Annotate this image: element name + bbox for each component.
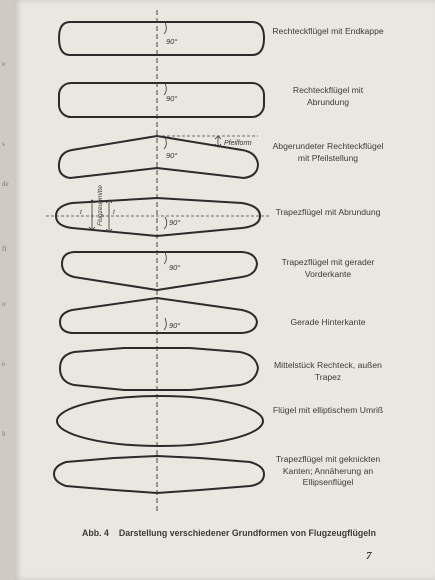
figure-caption (82, 528, 392, 538)
depth-front-label: t (80, 209, 82, 216)
wing-outline-4 (56, 198, 260, 236)
angle-label: 90° (169, 263, 181, 272)
page-number: 7 (366, 550, 372, 562)
caption-text: Darstellung verschiedener Grundformen von Flugzeugflügeln (118, 528, 376, 538)
angle-label: 90° (166, 37, 178, 46)
wing-label-8: Flügel mit elliptischem Umriß (272, 405, 384, 415)
pfeilform-annotation: Pfeilform (224, 140, 252, 147)
wing-label-5: Trapezflügel mit gerader Vorderkante (281, 257, 375, 279)
wing-label-3: Abgerundeter Rechteckflügel mit Pfeilstellung (272, 141, 384, 163)
wing-label-7: Mittelstück Rechteck, außen Trapez (274, 360, 382, 382)
wing-outline-2 (59, 83, 264, 117)
wing-outline-6 (60, 298, 257, 333)
wing-label-9: Trapezflügel mit geknickten Kanten; Annäherung an Ellipsenflügel (275, 454, 381, 487)
book-page (14, 0, 435, 580)
wing-outline-1 (59, 22, 264, 55)
angle-label: 90° (166, 94, 178, 103)
wing-label-1: Rechteckflügel mit Endkappe (272, 26, 384, 36)
angle-label: 90° (169, 321, 181, 330)
wing-label-4: Trapezflügel mit Abrundung (275, 207, 381, 217)
angle-label: 90° (166, 151, 178, 160)
angle-label: 90° (169, 218, 181, 227)
wing-label-2: Rechteckflügel mit Abrundung (292, 85, 364, 107)
wing-outline-8 (57, 396, 263, 446)
wing-outline-5 (62, 252, 257, 290)
wing-outline-9 (54, 456, 264, 493)
caption-number: Abb. 4 (82, 528, 109, 538)
previous-page-edge: e s de fl o e h (0, 0, 14, 580)
flugzeugmitte-annotation: Flugzeugmitte (97, 185, 104, 226)
wing-outline-7 (60, 348, 258, 390)
depth-rear-label: t (113, 209, 115, 216)
wing-label-6: Gerade Hinterkante (290, 317, 366, 327)
